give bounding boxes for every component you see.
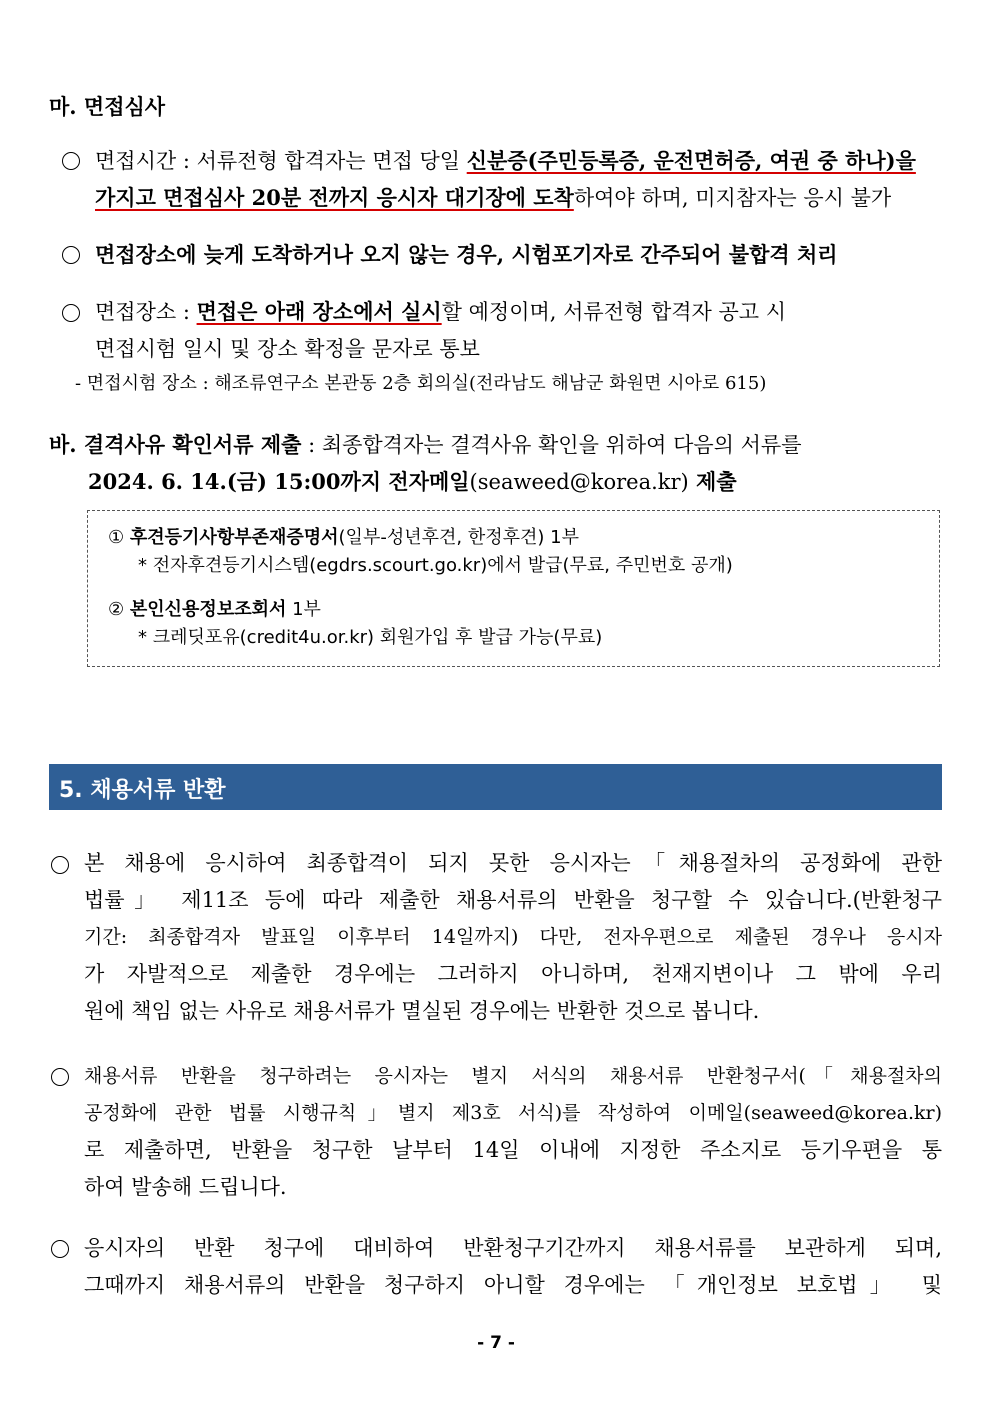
- interview-place-line1: [95, 297, 942, 327]
- bullet-circle-icon: [62, 152, 80, 170]
- return-p1-line5: 원에 책임 없는 사유로 채용서류가 멸실된 경우에는 반환한 것으로 봅니다.: [84, 999, 760, 1023]
- interview-time-line1: [95, 146, 942, 176]
- document-2-number: ②: [108, 599, 125, 620]
- submission-deadline: 2024. 6. 14.(금) 15:00까지 전자메일: [88, 469, 470, 494]
- interview-venue: - 면접시험 장소 : 해조류연구소 본관동 2층 회의실(전라남도 해남군 화원면 시아로 615): [75, 373, 767, 394]
- document-1: [108, 525, 579, 551]
- return-p2-line4: 하여 발송해 드립니다.: [84, 1175, 287, 1199]
- disqualification-desc: : 최종합격자는 결격사유 확인을 위하여 다음의 서류를: [301, 433, 802, 457]
- document-2-title: 본인신용정보조회서: [129, 599, 287, 620]
- return-p1-line1: 본 채용에 응시하여 최종합격이 되지 못한 응시자는「채용절차의 공정화에 관한: [84, 851, 942, 875]
- interview-time-suffix: 하여야 하며, 미지참자는 응시 불가: [573, 186, 892, 210]
- document-2: [108, 597, 321, 623]
- document-1-detail: (일부-성년후견, 한정후견) 1부: [338, 527, 579, 548]
- bullet-circle-icon: [62, 304, 80, 322]
- bullet-circle-icon: [51, 1240, 69, 1258]
- interview-id-requirement: 신분증(주민등록증, 운전면허증, 여권 중 하나)을: [466, 148, 916, 173]
- section-5-banner: [49, 764, 942, 810]
- document-1-number: ①: [108, 527, 125, 548]
- interview-time-prefix: 면접시간 : 서류전형 합격자는 면접 당일: [95, 149, 467, 173]
- interview-place-line2: 면접시험 일시 및 장소 확정을 문자로 통보: [95, 337, 480, 361]
- interview-place-emphasis: 면접은 아래 장소에서 실시: [196, 299, 442, 324]
- interview-place-suffix: 할 예정이며, 서류전형 합격자 공고 시: [441, 300, 787, 324]
- document-1-title: 후견등기사항부존재증명서: [129, 527, 339, 548]
- return-p1-line2: 법률」 제11조 등에 따라 제출한 채용서류의 반환을 청구할 수 있습니다.(반환청구: [84, 888, 942, 912]
- section-heading-interview: 마. 면접심사: [49, 94, 166, 119]
- return-p1-line4: 가 자발적으로 제출한 경우에는 그러하지 아니하며, 천재지변이나 그 밖에 우리: [84, 962, 942, 986]
- disqualification-docs-line2: [88, 467, 737, 497]
- disqualification-docs-line1: [49, 430, 942, 460]
- page-number: - 7 -: [477, 1333, 515, 1353]
- return-p1-line3: 기간: 최종합격자 발표일 이후부터 14일까지) 다만, 전자우편으로 제출된 경우나 응시자: [84, 926, 942, 948]
- section-5-title: 5. 채용서류 반환: [59, 778, 226, 803]
- interview-place-prefix: 면접장소 :: [95, 300, 197, 324]
- submission-word: 제출: [688, 469, 737, 494]
- submission-email: (seaweed@korea.kr): [469, 470, 689, 494]
- return-p3-line2: 그때까지 채용서류의 반환을 청구하지 아니할 경우에는 「개인정보 보호법」 및: [84, 1273, 942, 1297]
- bullet-circle-icon: [51, 856, 69, 874]
- interview-time-line2: [95, 183, 942, 213]
- return-p2-line1: 채용서류 반환을 청구하려는 응시자는 별지 서식의 채용서류 반환청구서(「채용절차의: [84, 1065, 942, 1087]
- bullet-circle-icon: [51, 1068, 69, 1086]
- document-2-note: * 크레딧포유(credit4u.or.kr) 회원가입 후 발급 가능(무료): [138, 627, 603, 648]
- document-1-note: * 전자후견등기시스템(egdrs.scourt.go.kr)에서 발급(무료, 주민번호 공개): [138, 555, 733, 576]
- late-arrival-notice: 면접장소에 늦게 도착하거나 오지 않는 경우, 시험포기자로 간주되어 불합격 처리: [95, 242, 838, 267]
- return-p3-line1: 응시자의 반환 청구에 대비하여 반환청구기간까지 채용서류를 보관하게 되며,: [84, 1236, 942, 1260]
- disqualification-heading: 바. 결격사유 확인서류 제출: [49, 432, 302, 457]
- bullet-circle-icon: [62, 246, 80, 264]
- document-2-detail: 1부: [286, 599, 321, 620]
- interview-arrival-requirement: 가지고 면접심사 20분 전까지 응시자 대기장에 도착: [95, 185, 574, 210]
- return-p2-line3: 로 제출하면, 반환을 청구한 날부터 14일 이내에 지정한 주소지로 등기우편을 통: [84, 1138, 942, 1162]
- return-p2-line2: 공정화에 관한 법률 시행규칙」별지 제3호 서식)를 작성하여 이메일(seaweed@korea.kr): [84, 1102, 942, 1124]
